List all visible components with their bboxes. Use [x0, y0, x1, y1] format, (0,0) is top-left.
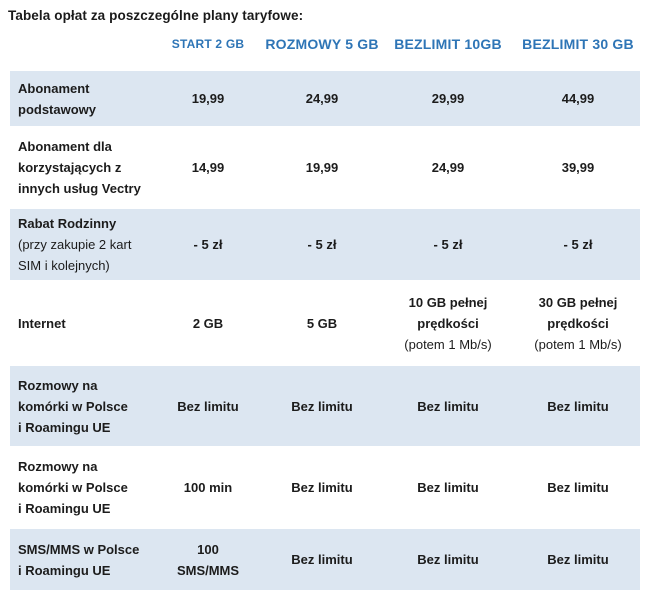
- header-row: [10, 29, 640, 65]
- table-row: [10, 366, 640, 446]
- text-line: 30 GB pełnej: [538, 294, 618, 310]
- text-line: podstawowy: [18, 101, 97, 117]
- text-line: prędkości: [417, 315, 479, 331]
- value-cell: [516, 209, 640, 280]
- value-cell: [380, 71, 516, 126]
- text-line: komórki w Polsce: [18, 398, 128, 414]
- text-line: 29,99: [431, 91, 465, 106]
- table-row: [10, 452, 640, 523]
- text-line: innych usług Vectry: [18, 181, 141, 196]
- table-row: [10, 286, 640, 360]
- row-label: [10, 132, 152, 203]
- value-cell: [264, 209, 380, 280]
- value-cell: [516, 71, 640, 126]
- value-cell: [264, 286, 380, 360]
- value-cell: [264, 366, 380, 446]
- text-line: 24,99: [431, 160, 465, 175]
- row-label: [10, 529, 152, 590]
- text-line: i Roamingu UE: [18, 501, 111, 516]
- value-cell: [152, 209, 264, 280]
- row-label: [10, 209, 152, 280]
- text-line: Rozmowy na: [18, 377, 98, 393]
- value-cell: [380, 452, 516, 523]
- pricing-table: [10, 23, 640, 596]
- row-label: [10, 452, 152, 523]
- text-line: Bez limitu: [547, 398, 609, 414]
- text-line: - 5 zł: [563, 237, 593, 252]
- text-line: Abonament dla: [18, 139, 112, 154]
- text-line: Bez limitu: [547, 480, 609, 495]
- value-cell: [152, 71, 264, 126]
- text-line: (potem 1 Mb/s): [534, 336, 622, 352]
- value-cell: [264, 452, 380, 523]
- text-line: Bez limitu: [417, 398, 479, 414]
- text-line: 19,99: [305, 160, 339, 175]
- row-label: [10, 286, 152, 360]
- text-line: SIM i kolejnych): [18, 258, 110, 273]
- value-cell: [380, 286, 516, 360]
- value-cell: [516, 452, 640, 523]
- value-cell: [264, 529, 380, 590]
- value-cell: [264, 132, 380, 203]
- column-header-start-2gb: START 2 GB: [171, 37, 245, 51]
- column-header-bezlimit-10gb: BEZLIMIT 10GB: [394, 36, 502, 52]
- text-line: prędkości: [547, 315, 609, 331]
- text-line: 44,99: [561, 91, 595, 106]
- text-line: 100: [197, 541, 219, 557]
- value-cell: [152, 452, 264, 523]
- text-line: i Roamingu UE: [18, 562, 111, 578]
- value-cell: [516, 132, 640, 203]
- text-line: Rozmowy na: [18, 459, 98, 474]
- table-row: [10, 71, 640, 126]
- text-line: Bez limitu: [417, 552, 479, 567]
- text-line: - 5 zł: [307, 237, 337, 252]
- table-row: [10, 132, 640, 203]
- text-line: 5 GB: [306, 315, 338, 331]
- text-line: i Roamingu UE: [18, 419, 111, 435]
- value-cell: [380, 132, 516, 203]
- text-line: SMS/MMS: [176, 562, 240, 578]
- value-cell: [152, 132, 264, 203]
- value-cell: [380, 529, 516, 590]
- column-header-rozmowy-5gb: ROZMOWY 5 GB: [265, 36, 379, 52]
- text-line: 39,99: [561, 160, 595, 175]
- text-line: Bez limitu: [547, 552, 609, 567]
- value-cell: [152, 286, 264, 360]
- text-line: Bez limitu: [417, 480, 479, 495]
- text-line: 14,99: [191, 160, 225, 175]
- value-cell: [516, 366, 640, 446]
- value-cell: [516, 286, 640, 360]
- text-line: korzystających z: [18, 160, 122, 175]
- text-line: 10 GB pełnej: [408, 294, 488, 310]
- text-line: Internet: [18, 315, 66, 331]
- value-cell: [152, 366, 264, 446]
- row-label: [10, 366, 152, 446]
- row-label: [10, 71, 152, 126]
- page-title: Tabela opłat za poszczególne plany taryfowe:: [8, 8, 304, 23]
- value-cell: [516, 529, 640, 590]
- text-line: Bez limitu: [177, 398, 239, 414]
- text-line: (potem 1 Mb/s): [404, 336, 492, 352]
- text-line: 100 min: [183, 480, 233, 495]
- column-header-bezlimit-30gb: BEZLIMIT 30 GB: [522, 36, 634, 52]
- table-row: [10, 209, 640, 280]
- text-line: Bez limitu: [291, 398, 353, 414]
- text-line: 2 GB: [192, 315, 224, 331]
- text-line: Bez limitu: [291, 552, 353, 567]
- value-cell: [152, 529, 264, 590]
- text-line: 24,99: [305, 91, 339, 106]
- text-line: - 5 zł: [433, 237, 463, 252]
- text-line: - 5 zł: [193, 237, 223, 252]
- value-cell: [380, 209, 516, 280]
- text-line: Abonament: [18, 80, 90, 96]
- text-line: 19,99: [191, 91, 225, 106]
- text-line: Rabat Rodzinny: [18, 216, 117, 231]
- table-row: [10, 529, 640, 590]
- header-spacer: [10, 29, 152, 65]
- text-line: SMS/MMS w Polsce: [18, 541, 140, 557]
- text-line: (przy zakupie 2 kart: [18, 237, 132, 252]
- text-line: Bez limitu: [291, 480, 353, 495]
- value-cell: [380, 366, 516, 446]
- value-cell: [264, 71, 380, 126]
- text-line: komórki w Polsce: [18, 480, 128, 495]
